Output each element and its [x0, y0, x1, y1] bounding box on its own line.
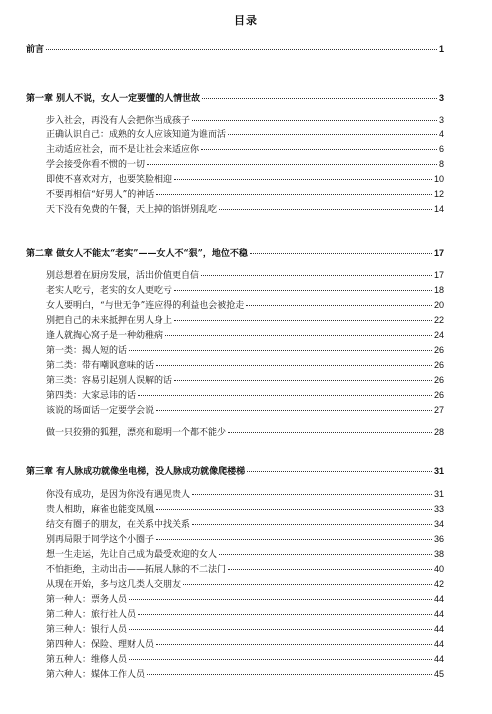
item-page: 10: [433, 174, 444, 184]
dot-leader: [202, 97, 437, 99]
toc-item[interactable]: [46, 549, 444, 561]
item-page: 12: [433, 189, 444, 199]
item-page: 6: [438, 144, 444, 154]
item-label: 结交有圈子的朋友，在关系中找关系: [46, 520, 191, 530]
item-page: 26: [433, 345, 444, 355]
item-label: 女人要明白，“与世无争”连应得的利益也会被抢走: [46, 301, 245, 311]
dot-leader: [228, 133, 437, 135]
dot-leader: [129, 628, 432, 630]
toc-item[interactable]: [46, 375, 444, 387]
item-page: 45: [433, 669, 444, 679]
dot-leader: [246, 304, 432, 306]
dot-leader: [174, 379, 432, 381]
toc-item[interactable]: [46, 654, 444, 666]
toc-item[interactable]: [46, 564, 444, 576]
item-page: 26: [433, 360, 444, 370]
chapter-page: 17: [433, 248, 444, 258]
dot-leader: [129, 598, 432, 600]
item-label: 第三类：容易引起别人误解的话: [46, 376, 173, 386]
item-label: 第四种人：保险、理财人员: [46, 640, 155, 650]
item-page: 20: [433, 300, 444, 310]
item-page: 24: [433, 330, 444, 340]
item-label: 第二类：带有嘲讽意味的话: [46, 361, 155, 371]
item-label: 第六种人：媒体工作人员: [46, 670, 146, 680]
toc-item[interactable]: [46, 174, 444, 186]
dot-leader: [201, 148, 437, 150]
item-label: 第三种人：银行人员: [46, 625, 128, 635]
item-label: 逢人就掏心窝子是一种幼稚病: [46, 331, 164, 341]
item-label: 步入社会，再没有人会把你当成孩子: [46, 116, 191, 126]
toc-item[interactable]: [46, 159, 444, 171]
dot-leader: [138, 394, 432, 396]
item-label: 第一种人：票务人员: [46, 595, 128, 605]
item-label: 别总想着在厨房发展，活出价值更自信: [46, 271, 200, 281]
toc-item[interactable]: [46, 534, 444, 546]
item-label: 主动适应社会，而不是让社会来适应你: [46, 145, 200, 155]
item-label: 第四类：大家忌讳的话: [46, 391, 137, 401]
dot-leader: [156, 538, 432, 540]
dot-leader: [174, 319, 432, 321]
toc-item[interactable]: [46, 639, 444, 651]
chapter-label: 第二章 做女人不能太“老实”——女人不“狠”，地位不稳: [26, 249, 248, 259]
dot-leader: [192, 493, 432, 495]
toc-item[interactable]: [46, 405, 444, 417]
dot-leader: [228, 431, 432, 433]
dot-leader: [156, 643, 432, 645]
dot-leader: [156, 508, 432, 510]
item-page: 8: [438, 159, 444, 169]
toc-item[interactable]: [46, 270, 444, 282]
item-label: 第二种人：旅行社人员: [46, 610, 137, 620]
dot-leader: [192, 119, 437, 121]
toc-item[interactable]: [46, 489, 444, 501]
toc-item[interactable]: [46, 315, 444, 327]
dot-leader: [147, 673, 432, 675]
dot-leader: [201, 274, 432, 276]
item-label: 正确认识自己：成熟的女人应该知道为谁而活: [46, 130, 227, 140]
item-page: 33: [433, 504, 444, 514]
toc-item[interactable]: [46, 609, 444, 621]
toc-chapter-2[interactable]: [26, 248, 444, 260]
toc-item[interactable]: [46, 300, 444, 312]
toc-item[interactable]: [46, 669, 444, 681]
chapter-label: 第一章 别人不说，女人一定要懂的人情世故: [26, 94, 201, 104]
dot-leader: [174, 289, 432, 291]
toc-item[interactable]: [46, 579, 444, 591]
chapter-label: 第三章 有人脉成功就像坐电梯，没人脉成功就像爬楼梯: [26, 467, 246, 477]
item-label: 贵人相助，麻雀也能变凤凰: [46, 505, 155, 515]
toc-item[interactable]: [46, 189, 444, 201]
toc-chapter-3[interactable]: [26, 466, 444, 478]
dot-leader: [174, 178, 432, 180]
item-page: 3: [438, 115, 444, 125]
item-page: 18: [433, 285, 444, 295]
item-label: 不要再相信“好男人”的神话: [46, 190, 155, 200]
item-page: 38: [433, 549, 444, 559]
item-page: 44: [433, 654, 444, 664]
item-page: 42: [433, 579, 444, 589]
toc-item[interactable]: [46, 594, 444, 606]
item-page: 26: [433, 375, 444, 385]
item-page: 44: [433, 609, 444, 619]
toc-item[interactable]: [46, 129, 444, 141]
item-page: 14: [433, 204, 444, 214]
dot-leader: [250, 252, 432, 254]
item-page: 34: [433, 519, 444, 529]
dot-leader: [247, 470, 432, 472]
toc-preface[interactable]: [26, 44, 444, 56]
toc-item[interactable]: [46, 624, 444, 636]
toc-item[interactable]: [46, 504, 444, 516]
item-page: 27: [433, 405, 444, 415]
toc-item[interactable]: [46, 115, 444, 127]
item-label: 做一只狡猾的狐狸，漂亮和聪明一个都不能少: [46, 428, 227, 438]
chapter-page: 31: [433, 466, 444, 476]
toc-item[interactable]: [46, 390, 444, 402]
dot-leader: [192, 523, 432, 525]
item-label: 别把自己的未来抵押在男人身上: [46, 316, 173, 326]
dot-leader: [183, 583, 432, 585]
dot-leader: [138, 613, 432, 615]
item-label: 该说的场面话一定要学会说: [46, 406, 155, 416]
dot-leader: [156, 193, 432, 195]
item-label: 你没有成功，是因为你没有遇见贵人: [46, 490, 191, 500]
toc-chapter-1[interactable]: [26, 93, 444, 105]
item-page: 28: [433, 427, 444, 437]
item-label: 不怕拒绝，主动出击——拓展人脉的不二法门: [46, 565, 227, 575]
toc-item[interactable]: [46, 519, 444, 531]
item-label: 天下没有免费的午餐，天上掉的馅饼别乱吃: [46, 205, 218, 215]
item-page: 4: [438, 129, 444, 139]
item-label: 即使不喜欢对方，也要笑脸相迎: [46, 175, 173, 185]
item-label: 想一生走运，先让自己成为最受欢迎的女人: [46, 550, 218, 560]
item-page: 17: [433, 270, 444, 280]
toc-preface-label: 前言: [26, 45, 45, 55]
dot-leader: [219, 553, 432, 555]
dot-leader: [165, 334, 432, 336]
item-page: 22: [433, 315, 444, 325]
item-page: 44: [433, 639, 444, 649]
item-label: 老实人吃亏，老实的女人更吃亏: [46, 286, 173, 296]
toc-preface-page: 1: [438, 44, 444, 54]
dot-leader: [156, 409, 432, 411]
chapter-page: 3: [438, 93, 444, 103]
item-page: 44: [433, 594, 444, 604]
dot-leader: [147, 163, 437, 165]
toc-item[interactable]: [46, 360, 444, 372]
toc-item[interactable]: [46, 204, 444, 216]
dot-leader: [129, 658, 432, 660]
toc-item[interactable]: [46, 345, 444, 357]
item-label: 第一类：揭人短的话: [46, 346, 128, 356]
item-label: 第五种人：维修人员: [46, 655, 128, 665]
item-page: 36: [433, 534, 444, 544]
item-page: 26: [433, 390, 444, 400]
toc-title: 目录: [234, 14, 258, 27]
toc-item[interactable]: [46, 285, 444, 297]
toc-item[interactable]: [46, 330, 444, 342]
dot-leader: [228, 568, 432, 570]
item-page: 31: [433, 489, 444, 499]
dot-leader: [156, 364, 432, 366]
dot-leader: [219, 208, 432, 210]
item-page: 40: [433, 564, 444, 574]
toc-item[interactable]: [46, 144, 444, 156]
dot-leader: [129, 349, 432, 351]
item-page: 44: [433, 624, 444, 634]
dot-leader: [46, 48, 437, 50]
toc-item[interactable]: [46, 427, 444, 439]
item-label: 别再局限于同学这个小圈子: [46, 535, 155, 545]
item-label: 从现在开始，多与这几类人交朋友: [46, 580, 182, 590]
item-label: 学会接受你看不惯的一切: [46, 160, 146, 170]
